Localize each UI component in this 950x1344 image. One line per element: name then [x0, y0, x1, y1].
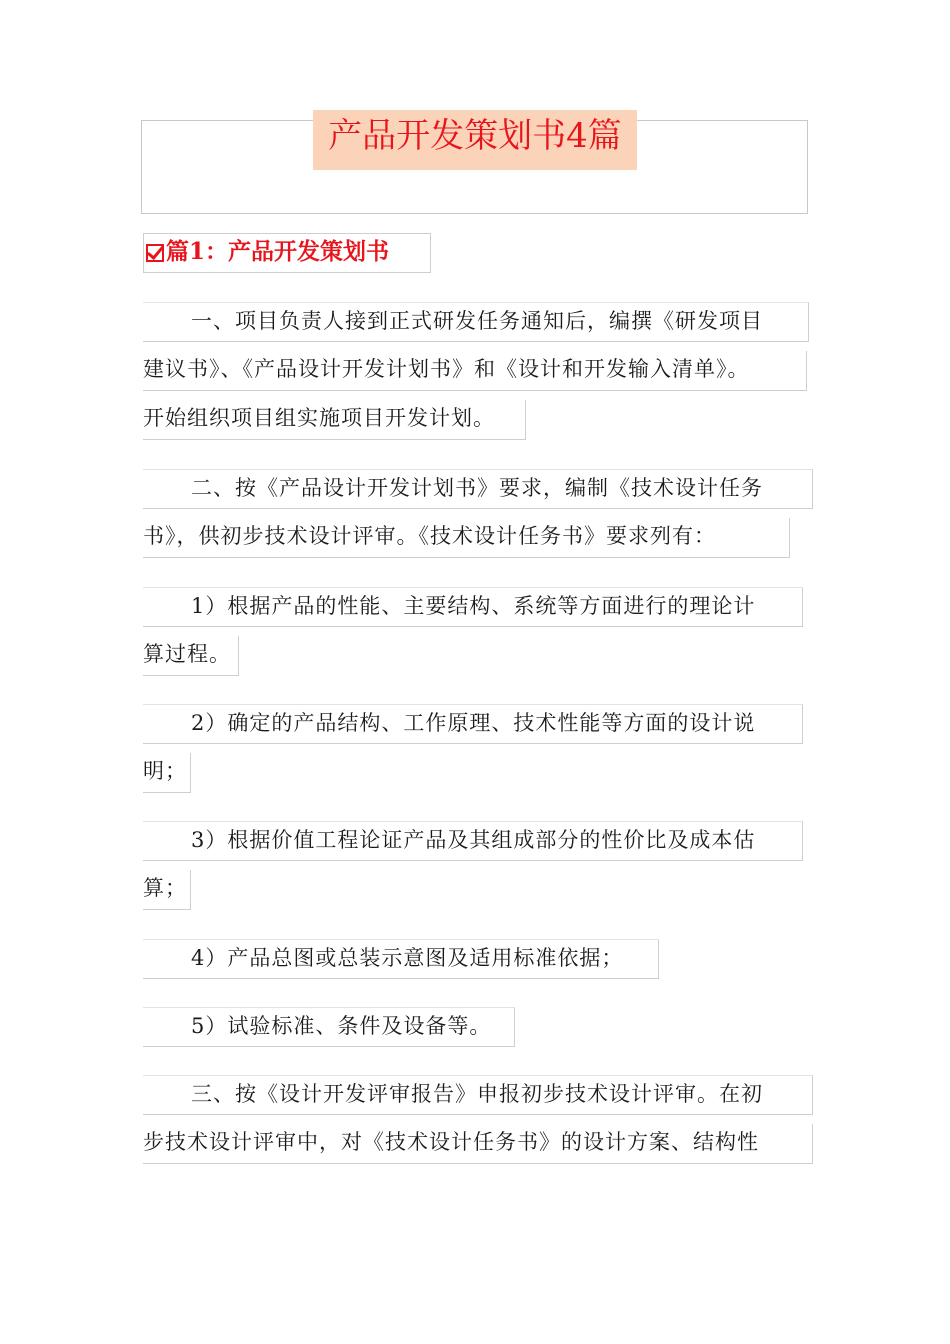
paragraph-2-line-1: 二、按《产品设计开发计划书》要求，编制《技术设计任务: [143, 469, 813, 509]
item-3-line-1: 3）根据价值工程论证产品及其组成部分的性价比及成本估: [143, 821, 803, 861]
item-2-line-1: 2）确定的产品结构、工作原理、技术性能等方面的设计说: [143, 704, 803, 744]
item-2-line-2: 明；: [143, 753, 191, 793]
paragraph-2-line-2: 书》，供初步技术设计评审。《技术设计任务书》要求列有：: [143, 518, 790, 558]
paragraph-3-line-1: 三、按《设计开发评审报告》申报初步技术设计评审。在初: [143, 1075, 813, 1115]
item-1-line-1: 1）根据产品的性能、主要结构、系统等方面进行的理论计: [143, 587, 803, 627]
section-heading-text: 篇1：产品开发策划书: [166, 238, 390, 265]
document-title: 产品开发策划书4篇: [313, 110, 637, 170]
item-1-line-2: 算过程。: [143, 636, 239, 676]
paragraph-1-line-1: 一、项目负责人接到正式研发任务通知后，编撰《研发项目: [143, 302, 809, 342]
paragraph-1-line-3: 开始组织项目组实施项目开发计划。: [143, 400, 526, 440]
paragraph-3-line-2: 步技术设计评审中，对《技术设计任务书》的设计方案、结构性: [143, 1124, 813, 1164]
section-heading-1: [143, 233, 431, 273]
item-5-line-1: 5）试验标准、条件及设备等。: [143, 1007, 515, 1047]
item-3-line-2: 算；: [143, 870, 191, 910]
checkbox-icon: [146, 244, 164, 262]
paragraph-1-line-2: 建议书》、《产品设计开发计划书》和《设计和开发输入清单》。: [143, 351, 807, 391]
item-4-line-1: 4）产品总图或总装示意图及适用标准依据；: [143, 939, 659, 979]
